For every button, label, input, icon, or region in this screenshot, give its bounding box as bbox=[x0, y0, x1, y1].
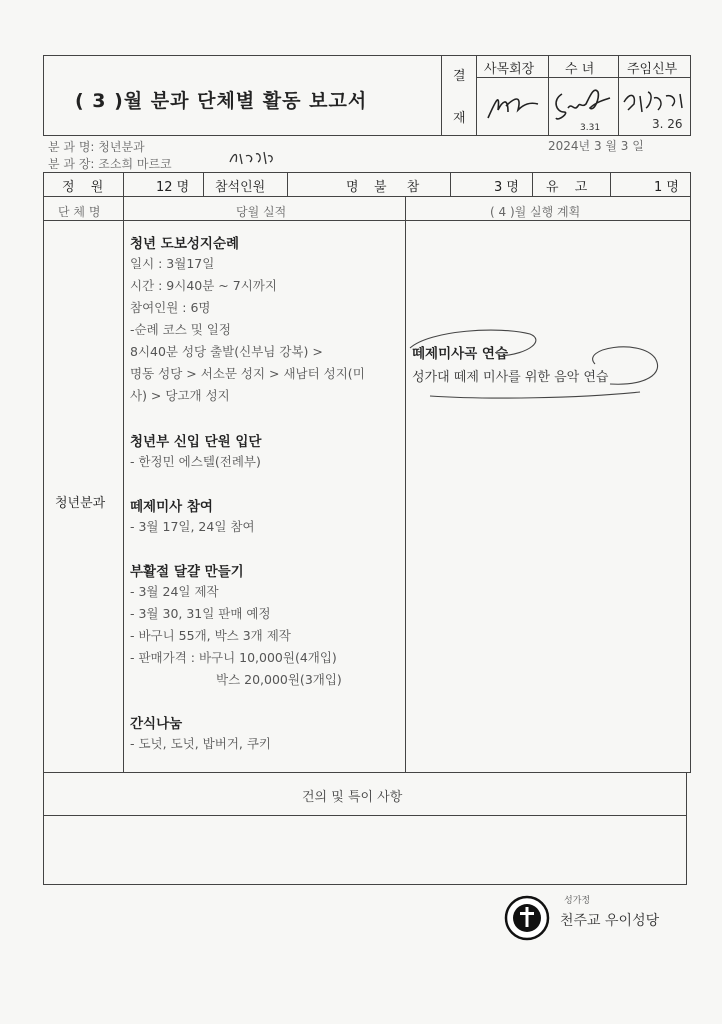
result-line: - 3월 24일 제작 bbox=[130, 584, 219, 599]
result-section bbox=[130, 495, 402, 539]
dept-name: 분 과 명: 청년분과 bbox=[48, 140, 145, 154]
result-line: - 도넛, 도넛, 밥버거, 쿠키 bbox=[130, 736, 271, 751]
dept-head: 분 과 장: 조소희 마르코 bbox=[48, 157, 172, 171]
report-title: ( 3 )월 분과 단체별 활동 보고서 bbox=[75, 90, 368, 112]
result-line: - 3월 17일, 24일 참여 bbox=[130, 519, 255, 534]
signature-pastoral-council bbox=[478, 80, 546, 132]
result-section bbox=[130, 560, 402, 692]
group-name: 청년분과 bbox=[55, 496, 106, 511]
footer-church-name: 천주교 우이성당 bbox=[560, 913, 660, 929]
church-seal-icon bbox=[504, 895, 550, 941]
excused-value: 1 명 bbox=[654, 180, 679, 195]
excused-label: 유 고 bbox=[546, 180, 594, 195]
result-line: - 3월 30, 31일 판매 예정 bbox=[130, 606, 271, 621]
result-title: 부활절 달걀 만들기 bbox=[130, 564, 244, 580]
total-value: 12 명 bbox=[156, 180, 190, 195]
signature-priest bbox=[620, 84, 692, 134]
result-section bbox=[130, 430, 402, 474]
result-title: 청년부 신입 단원 입단 bbox=[130, 434, 262, 450]
result-line: 8시40분 성당 출발(신부님 강복) > bbox=[130, 344, 323, 359]
result-line: 사) > 당고개 성지 bbox=[130, 388, 230, 403]
absent-value: 3 명 bbox=[494, 180, 519, 195]
footer-small-text: 성가정 bbox=[564, 896, 591, 906]
plan-title: 떼제미사곡 연습 bbox=[412, 346, 508, 362]
column-group-header: 단 체 명 bbox=[58, 205, 101, 219]
column-plan-header: ( 4 )월 실행 계획 bbox=[490, 205, 581, 219]
report-date: 2024년 3 월 3 일 bbox=[548, 139, 644, 153]
result-title: 떼제미사 참여 bbox=[130, 499, 213, 515]
dept-head-signature bbox=[228, 148, 278, 168]
approval-label-2: 재 bbox=[453, 111, 466, 126]
results-list bbox=[130, 232, 402, 756]
result-line: 시간 : 9시40분 ~ 7시까지 bbox=[130, 278, 277, 293]
result-section bbox=[130, 232, 402, 408]
signature-nun bbox=[550, 78, 616, 134]
result-line: 일시 : 3월17일 bbox=[130, 256, 215, 271]
result-line: -순례 코스 및 일정 bbox=[130, 322, 231, 337]
approver-nun: 수 녀 bbox=[565, 62, 595, 77]
attend-unit: 명 bbox=[346, 180, 359, 195]
result-title: 청년 도보성지순례 bbox=[130, 236, 240, 252]
pen-markup bbox=[400, 318, 670, 408]
absent-label: 불 참 bbox=[374, 180, 428, 195]
total-label: 정 원 bbox=[62, 180, 110, 195]
suggestions-label: 건의 및 특이 사항 bbox=[302, 790, 403, 805]
result-title: 간식나눔 bbox=[130, 716, 183, 732]
result-section bbox=[130, 712, 402, 756]
result-line: 명동 성당 > 서소문 성지 > 새남터 성지(미 bbox=[130, 366, 365, 381]
result-line: 참여인원 : 6명 bbox=[130, 300, 211, 315]
attend-label: 참석인원 bbox=[215, 180, 266, 195]
approver-priest: 주임신부 bbox=[627, 62, 678, 77]
signature-date-priest: 3. 26 bbox=[652, 117, 683, 131]
approver-pastoral-council: 사목회장 bbox=[484, 62, 535, 77]
column-results-header: 당월 실적 bbox=[236, 205, 287, 219]
result-line: - 한정민 에스텔(전례부) bbox=[130, 454, 261, 469]
result-line: - 판매가격 : 바구니 10,000원(4개입) bbox=[130, 650, 337, 665]
approval-label-1: 결 bbox=[453, 69, 466, 84]
result-line: - 바구니 55개, 박스 3개 제작 bbox=[130, 628, 291, 643]
plan-line: 성가대 떼제 미사를 위한 음악 연습 bbox=[412, 370, 609, 385]
result-line: 박스 20,000원(3개입) bbox=[216, 672, 342, 687]
signature-date-nun: 3.31 bbox=[580, 123, 601, 133]
